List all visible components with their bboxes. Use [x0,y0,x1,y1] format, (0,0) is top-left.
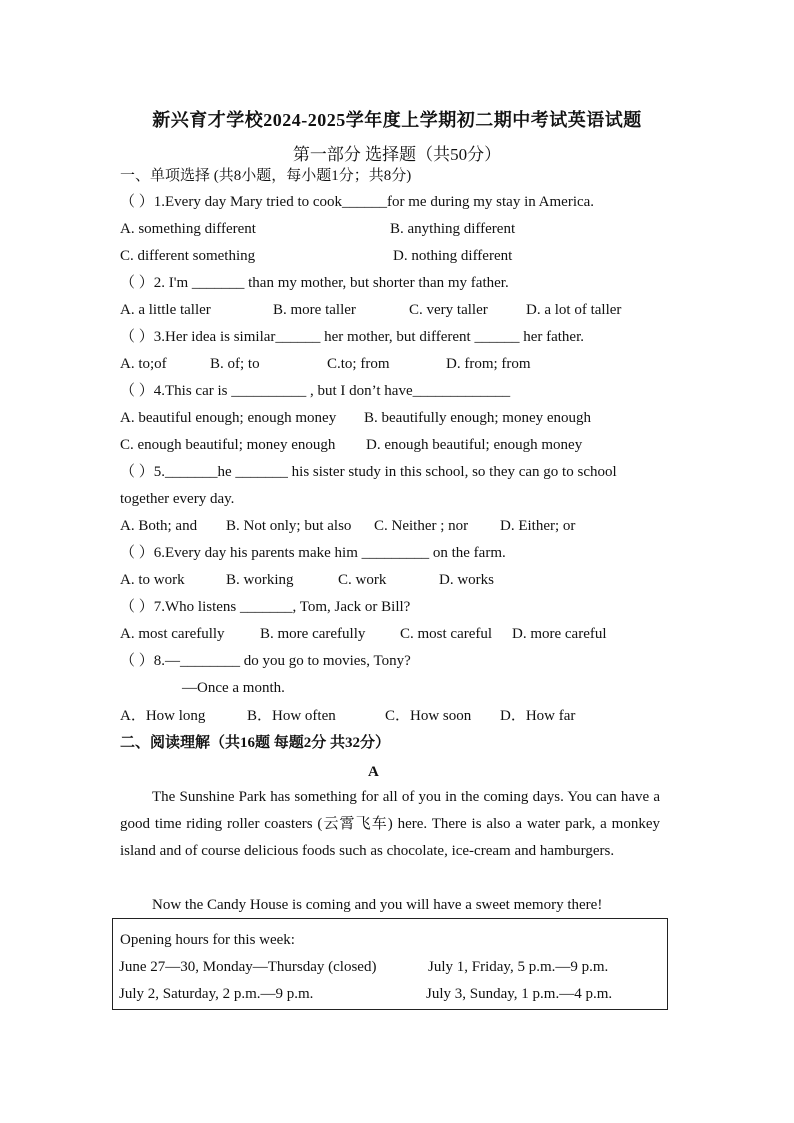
question-5-option-d: D. Either; or [500,518,576,534]
passage-label: A [368,764,379,780]
opening-hours-heading: Opening hours for this week: [120,932,295,948]
question-5-stem: （ ）5._______he _______ his sister study in this school, so they can go to school [120,464,617,480]
section-one-heading: 一、单项选择 (共8小题，每小题1分；共8分) [120,168,412,184]
question-4-stem: （ ）4.This car is __________ , but I don’t have_____________ [120,383,511,399]
question-8-dialogue-reply: —Once a month. [182,680,285,696]
question-2-option-b: B. more taller [273,302,356,318]
question-1-option-b: B. anything different [390,221,516,237]
question-7-option-b: B. more carefully [260,626,366,642]
question-6-option-b: B. working [226,572,294,588]
question-4-option-b: B. beautifully enough; money enough [364,410,592,426]
question-4-option-d: D. enough beautiful; enough money [366,437,583,453]
question-1-option-c: C. different something [120,248,256,264]
opening-hours-row-1-right: July 1, Friday, 5 p.m.—9 p.m. [428,959,609,975]
question-3-option-d: D. from; from [446,356,531,372]
part-one-heading: 第一部分 选择题（共50分） [292,145,502,164]
question-5-option-c: C. Neither ; nor [374,518,469,534]
question-8-option-d: D．How far [500,708,576,724]
question-6-stem: （ ）6.Every day his parents make him _________ on the farm. [120,545,506,561]
question-8-option-c: C．How soon [385,708,472,724]
question-2-option-d: D. a lot of taller [526,302,622,318]
question-3-option-a: A. to;of [120,356,167,372]
question-6-option-a: A. to work [120,572,185,588]
question-8-option-a: A．How long [120,708,206,724]
question-7-option-a: A. most carefully [120,626,225,642]
question-2-option-a: A. a little taller [120,302,211,318]
exam-title: 新兴育才学校2024-2025学年度上学期初二期中考试英语试题 [152,110,642,130]
question-6-option-d: D. works [439,572,494,588]
question-5-option-b: B. Not only; but also [226,518,352,534]
passage-paragraph-2: Now the Candy House is coming and you will have a sweet memory there! [152,897,603,913]
question-7-stem: （ ）7.Who listens _______, Tom, Jack or Bill? [120,599,411,615]
question-8-stem: （ ）8.—________ do you go to movies, Tony? [120,653,411,669]
question-7-option-c: C. most careful [400,626,493,642]
question-4-option-a: A. beautiful enough; enough money [120,410,337,426]
question-5-option-a: A. Both; and [120,518,198,534]
question-1-stem: （ ）1.Every day Mary tried to cook______for me during my stay in America. [120,194,595,210]
question-2-option-c: C. very taller [409,302,488,318]
question-1-option-a: A. something different [120,221,256,237]
question-3-option-c: C.to; from [327,356,390,372]
question-4-option-c: C. enough beautiful; money enough [120,437,336,453]
opening-hours-row-1-left: June 27—30, Monday—Thursday (closed) [119,959,377,975]
question-3-stem: （ ）3.Her idea is similar______ her mother, but different ______ her father. [120,329,585,345]
question-6-option-c: C. work [338,572,387,588]
passage-paragraph-1: The Sunshine Park has something for all of you in the coming days. You can have a good time riding roller coasters (云霄飞车) here. There is also a water park, a monkey island and of course delicious foods such as chocolate, ice-cream and hamburgers. [120,789,660,859]
question-7-option-d: D. more careful [512,626,607,642]
question-2-stem: （ ）2. I'm _______ than my mother, but shorter than my father. [120,275,509,291]
opening-hours-row-2-right: July 3, Sunday, 1 p.m.—4 p.m. [426,986,613,1002]
section-two-heading: 二、阅读理解（共16题 每题2分 共32分） [120,735,391,751]
question-5-stem-continued: together every day. [120,491,235,507]
question-8-option-b: B．How often [247,708,336,724]
opening-hours-row-2-left: July 2, Saturday, 2 p.m.—9 p.m. [119,986,314,1002]
question-1-option-d: D. nothing different [393,248,513,264]
opening-hours-box [112,918,668,1010]
question-3-option-b: B. of; to [210,356,260,372]
